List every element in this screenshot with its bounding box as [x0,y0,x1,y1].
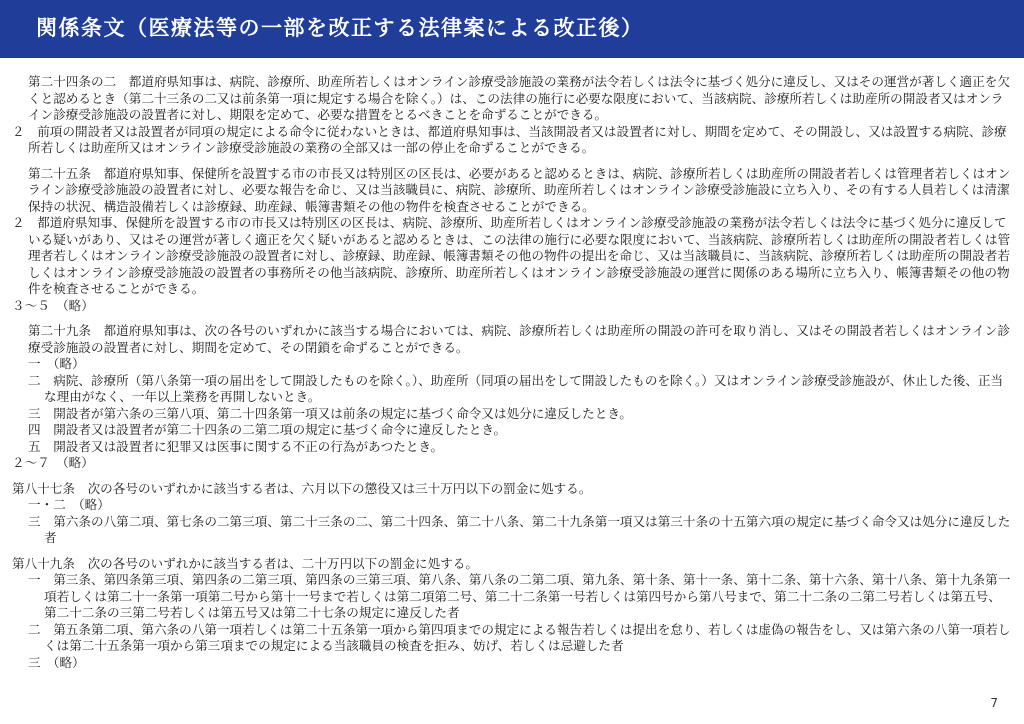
article-89 [12,556,1012,672]
article-paragraph: ２ 都道府県知事、保健所を設置する市の市長又は特別区の区長は、病院、診療所、助産所若しくはオンライン診療受診施設の業務が法令若しくは法令に基づく処分に違反している疑いがあり、又はその運営が著しく適正を欠く疑いがあると認めるときは、この法律の施行に必要な限度において、当該病院、診療所若しくは助産所の開設者若しくは管理者若しくはオンライン診療受診施設の設置者に対し、診療録、助産録、帳簿書類その他の物件の提出を命じ、又は当該職員に、当該病院、診療所若しくは助産所の開設者若しくはオンライン診療受診施設の設置者の事務所その他当該病院、診療所、助産所若しくはオンライン診療受診施設の運営に関係のある場所に立ち入り、帳簿書類その他の物件を検査させることができる。 [12,215,1011,296]
article-item: 五 開設者又は設置者に犯罪又は医事に関する不正の行為があつたとき。 [28,438,444,454]
page-title: 関係条文（医療法等の一部を改正する法律案による改正後） [36,16,644,40]
article-paragraph: 第八十七条 次の各号のいずれかに該当する者は、六月以下の懲役又は三十万円以下の罰金に処する。 [12,480,592,496]
article-item: 三 （略） [28,654,85,670]
article-item: 一・二 （略） [28,497,110,512]
article-item: 二 第五条第二項、第六条の八第一項若しくは第二十五条第一項から第四項までの規定による報告若しくは提出を怠り、若しくは虚偽の報告をし、又は第六条の八第一項若しくは第二十五条第一項から第三項までの規定による当該職員の検査を拒み、妨げ、若しくは忌避した者 [28,621,1011,653]
article-24-2 [12,74,1012,157]
article-item: 一 （略） [28,356,85,371]
article-paragraph: ２ 前項の開設者又は設置者が同項の規定による命令に従わないときは、都道府県知事は、当該開設者又は設置者に対し、期間を定めて、その開設し、又は設置する病院、診療所若しくは助産所又はオンライン診療受診施設の業務の全部又は一部の停止を命ずることができる。 [12,123,1007,155]
article-87 [12,481,1012,547]
article-item: 三 開設者が第六条の三第八項、第二十四条第一項又は前条の規定に基づく命令又は処分に違反したとき。 [28,405,632,421]
article-item: 三 第六条の八第二項、第七条の二第三項、第二十三条の二、第二十四条、第二十八条、第二十九条第一項又は第三十条の十五第六項の規定に基づく命令又は処分に違反した者 [28,513,1011,545]
article-paragraph: 第八十九条 次の各号のいずれかに該当する者は、二十万円以下の罰金に処する。 [12,555,478,571]
article-paragraph: 第二十九条 都道府県知事は、次の各号のいずれかに該当する場合においては、病院、診療所若しくは助産所の開設の許可を取り消し、又はその開設者若しくはオンライン診療受診施設の設置者に対し、期間を定めて、その閉鎖を命ずることができる。 [28,323,1010,355]
article-item: 四 開設者又は設置者が第二十四条の二第二項の規定に基づく命令に違反したとき。 [28,422,507,437]
article-item: 二 病院、診療所（第八条第一項の届出をして開設したものを除く。）、助産所（同項の届出をして開設したものを除く。）又はオンライン診療受診施設が、休止した後、正当な理由がなく、一年以上業務を再開しないとき。 [28,372,1004,404]
title-bar [0,0,1024,58]
article-item: 一 第三条、第四条第三項、第四条の二第三項、第四条の三第三項、第八条、第八条の二第二項、第九条、第十条、第十一条、第十二条、第十六条、第十八条、第十九条第一項若しくは第二十一条第一項第二号から第十一号まで若しくは第二項第二号、第二十二条第一号若しくは第四号から第八号まで、第二十二条の二第二号若しくは第五号、第二十二条の三第二号若しくは第五号又は第二十七条の規定に違反した者 [28,572,1011,620]
article-paragraph: ３～５ （略） [12,297,94,313]
page-number: 7 [990,696,998,710]
article-29 [12,323,1012,472]
article-25 [12,166,1012,315]
article-paragraph: ２～７ （略） [12,455,94,470]
document-body [12,74,1012,671]
article-paragraph: 第二十五条 都道府県知事、保健所を設置する市の市長又は特別区の区長は、必要があると認めるときは、病院、診療所若しくは助産所の開設者若しくは管理者若しくはオンライン診療受診施設の設置者に対し、必要な報告を命じ、又は当該職員に、病院、診療所、助産所若しくはオンライン診療受診施設に立ち入り、その有する人員若しくは清潔保持の状況、構造設備若しくは診療録、助産録、帳簿書類その他の物件を検査させることができる。 [28,165,1011,214]
article-paragraph: 第二十四条の二 都道府県知事は、病院、診療所、助産所若しくはオンライン診療受診施設の業務が法令若しくは法令に基づく処分に違反し、又はその運営が著しく適正を欠くと認めるとき（第二十三条の二又は前条第一項に規定する場合を除く。）は、この法律の施行に必要な限度において、当該病院、診療所若しくは助産所の開設者又はオンライン診療受診施設の設置者に対し、期限を定めて、必要な措置をとるべきことを命ずることができる。 [28,74,1010,122]
